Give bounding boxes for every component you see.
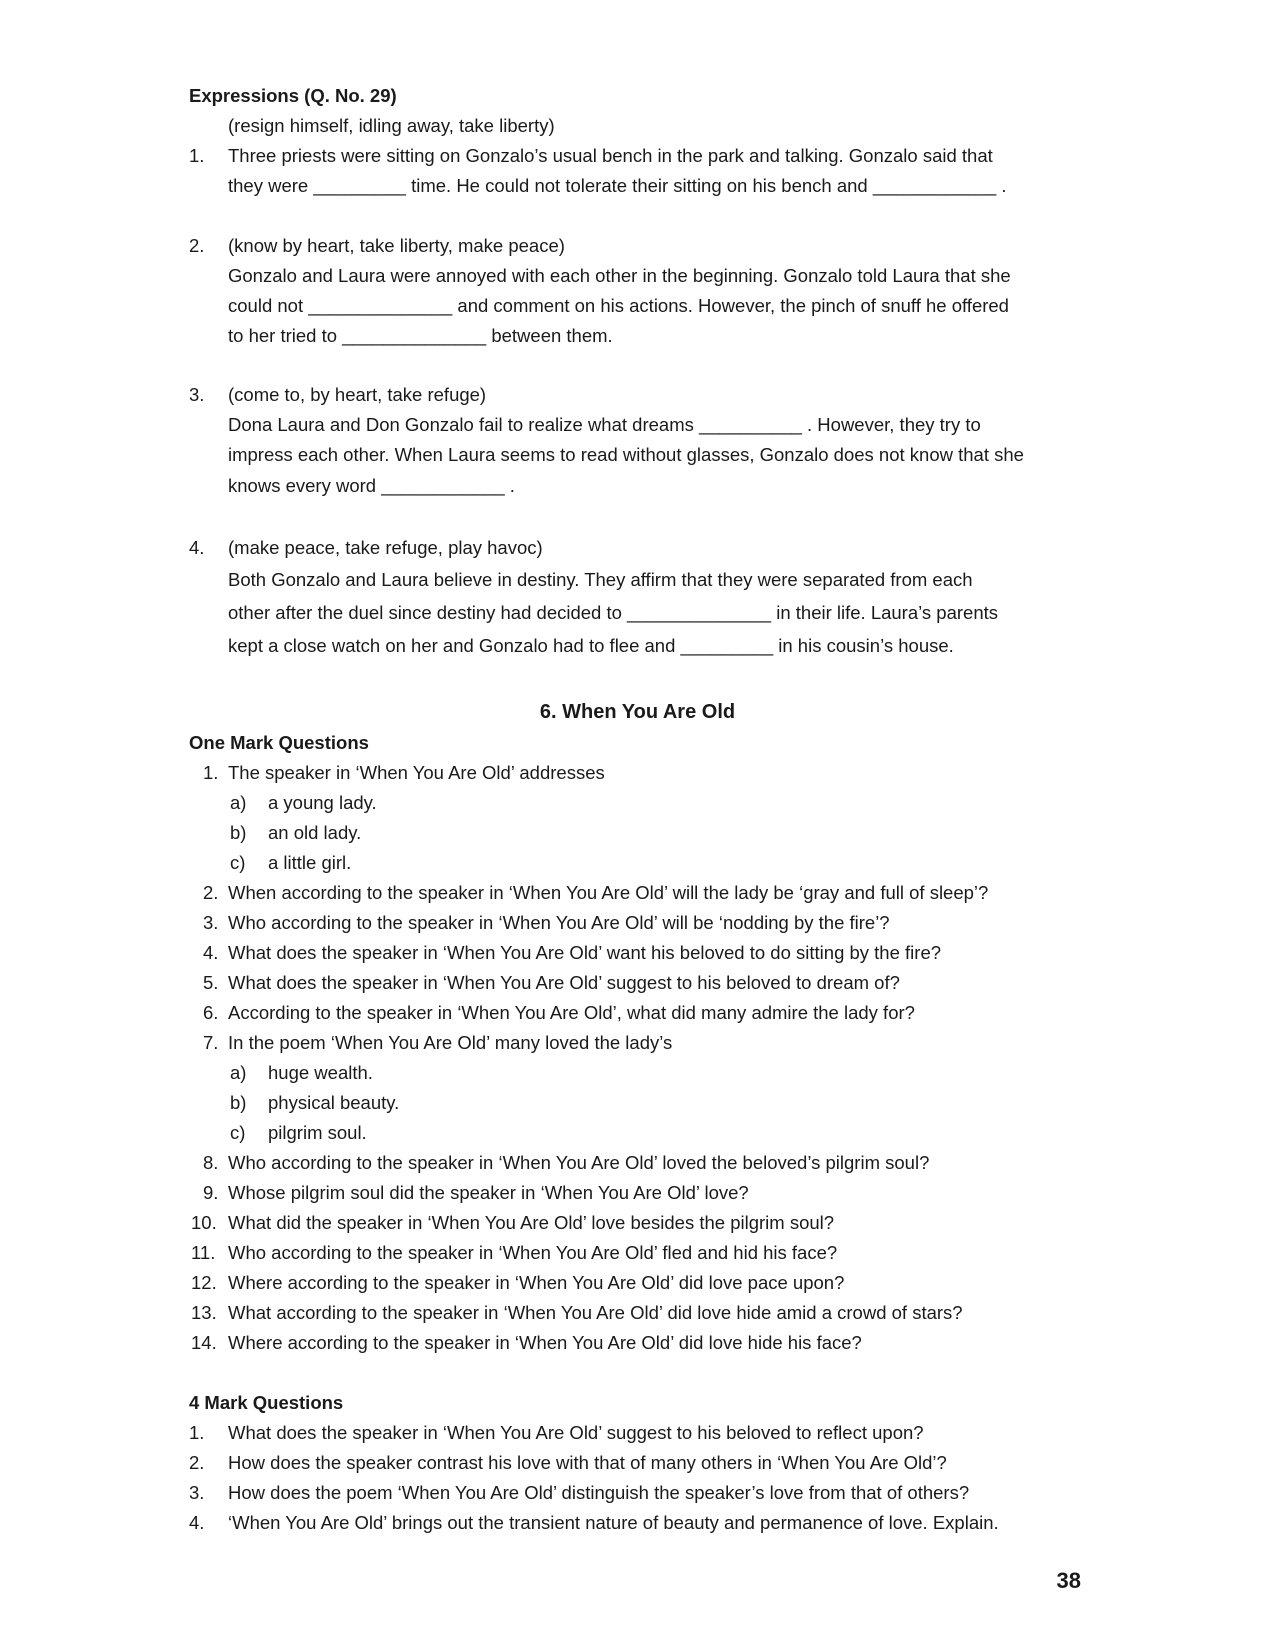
question-number: 4. bbox=[189, 1512, 205, 1533]
option-letter: c) bbox=[230, 1122, 246, 1143]
expression-options: (come to, by heart, take refuge) bbox=[228, 384, 487, 405]
option-letter: c) bbox=[230, 852, 246, 873]
question-text: Who according to the speaker in ‘When You Are Old’ loved the beloved’s pilgrim soul? bbox=[228, 1152, 930, 1173]
expression-line: knows every word ____________ . bbox=[228, 475, 515, 496]
one-mark-heading: One Mark Questions bbox=[189, 732, 369, 753]
expressions-intro-options: (resign himself, idling away, take liberty) bbox=[228, 115, 555, 136]
question-text: What does the speaker in ‘When You Are Old’ suggest to his beloved to reflect upon? bbox=[228, 1422, 924, 1443]
question-text: Whose pilgrim soul did the speaker in ‘When You Are Old’ love? bbox=[228, 1182, 749, 1203]
question-number: 14. bbox=[191, 1332, 217, 1353]
expression-line: they were _________ time. He could not tolerate their sitting on his bench and ____________ . bbox=[228, 175, 1007, 196]
expression-line: could not ______________ and comment on his actions. However, the pinch of snuff he offered bbox=[228, 295, 1009, 316]
expression-line: Gonzalo and Laura were annoyed with each other in the beginning. Gonzalo told Laura that she bbox=[228, 265, 1011, 286]
section-title: 6. When You Are Old bbox=[539, 701, 736, 723]
question-number: 12. bbox=[191, 1272, 217, 1293]
expression-options: (make peace, take refuge, play havoc) bbox=[228, 537, 543, 558]
question-number: 2. bbox=[189, 1452, 205, 1473]
expression-line: impress each other. When Laura seems to read without glasses, Gonzalo does not know that she bbox=[228, 444, 1024, 465]
expression-options: (know by heart, take liberty, make peace) bbox=[228, 235, 565, 256]
question-text: ‘When You Are Old’ brings out the transient nature of beauty and permanence of love. Explain. bbox=[228, 1512, 999, 1533]
question-text: What according to the speaker in ‘When You Are Old’ did love hide amid a crowd of stars? bbox=[228, 1302, 963, 1323]
expression-line: other after the duel since destiny had decided to ______________ in their life. Laura’s parents bbox=[228, 602, 999, 623]
expression-line: Dona Laura and Don Gonzalo fail to realize what dreams __________ . However, they try to bbox=[228, 414, 981, 435]
expression-number: 1. bbox=[189, 145, 205, 166]
question-text: According to the speaker in ‘When You Are Old’, what did many admire the lady for? bbox=[228, 1002, 915, 1023]
question-number: 4. bbox=[203, 942, 219, 963]
question-text: Who according to the speaker in ‘When You Are Old’ will be ‘nodding by the fire’? bbox=[228, 912, 890, 933]
four-mark-heading: 4 Mark Questions bbox=[189, 1392, 344, 1413]
option-text: pilgrim soul. bbox=[268, 1122, 367, 1143]
expression-line: to her tried to ______________ between them. bbox=[228, 325, 613, 346]
option-letter: b) bbox=[230, 1092, 247, 1113]
question-text: Where according to the speaker in ‘When You Are Old’ did love pace upon? bbox=[228, 1272, 845, 1293]
question-number: 3. bbox=[203, 912, 219, 933]
question-number: 11. bbox=[191, 1242, 216, 1263]
question-number: 2. bbox=[203, 882, 219, 903]
page-number: 38 bbox=[1056, 1568, 1081, 1593]
question-number: 13. bbox=[191, 1302, 217, 1323]
question-text: What does the speaker in ‘When You Are Old’ want his beloved to do sitting by the fire? bbox=[228, 942, 942, 963]
question-number: 1. bbox=[189, 1422, 205, 1443]
question-number: 3. bbox=[189, 1482, 205, 1503]
expression-number: 2. bbox=[189, 235, 205, 256]
question-text: How does the speaker contrast his love with that of many others in ‘When You Are Old’? bbox=[228, 1452, 947, 1473]
expression-line: Both Gonzalo and Laura believe in destiny. They affirm that they were separated from each bbox=[228, 569, 973, 590]
option-letter: a) bbox=[230, 792, 247, 813]
expressions-heading: Expressions (Q. No. 29) bbox=[189, 85, 397, 106]
option-text: huge wealth. bbox=[268, 1062, 373, 1083]
question-text: What does the speaker in ‘When You Are Old’ suggest to his beloved to dream of? bbox=[228, 972, 900, 993]
expression-line: kept a close watch on her and Gonzalo had to flee and _________ in his cousin’s house. bbox=[228, 635, 954, 656]
question-text: When according to the speaker in ‘When You Are Old’ will the lady be ‘gray and full of sleep’? bbox=[228, 882, 989, 903]
option-text: physical beauty. bbox=[268, 1092, 400, 1113]
option-text: a little girl. bbox=[268, 852, 352, 873]
question-number: 10. bbox=[191, 1212, 217, 1233]
question-text: Who according to the speaker in ‘When You Are Old’ fled and hid his face? bbox=[228, 1242, 838, 1263]
question-number: 9. bbox=[203, 1182, 219, 1203]
option-letter: b) bbox=[230, 822, 247, 843]
question-number: 7. bbox=[203, 1032, 219, 1053]
question-text: The speaker in ‘When You Are Old’ addresses bbox=[228, 762, 605, 783]
option-letter: a) bbox=[230, 1062, 247, 1083]
expression-number: 3. bbox=[189, 384, 205, 405]
question-number: 5. bbox=[203, 972, 219, 993]
question-text: Where according to the speaker in ‘When You Are Old’ did love hide his face? bbox=[228, 1332, 862, 1353]
question-number: 1. bbox=[203, 762, 219, 783]
option-text: an old lady. bbox=[268, 822, 362, 843]
question-number: 6. bbox=[203, 1002, 219, 1023]
question-text: How does the poem ‘When You Are Old’ distinguish the speaker’s love from that of others? bbox=[228, 1482, 970, 1503]
question-number: 8. bbox=[203, 1152, 219, 1173]
question-text: In the poem ‘When You Are Old’ many loved the lady’s bbox=[228, 1032, 673, 1053]
expression-number: 4. bbox=[189, 537, 205, 558]
expression-line: Three priests were sitting on Gonzalo’s usual bench in the park and talking. Gonzalo said that bbox=[228, 145, 993, 166]
question-text: What did the speaker in ‘When You Are Old’ love besides the pilgrim soul? bbox=[228, 1212, 835, 1233]
option-text: a young lady. bbox=[268, 792, 377, 813]
